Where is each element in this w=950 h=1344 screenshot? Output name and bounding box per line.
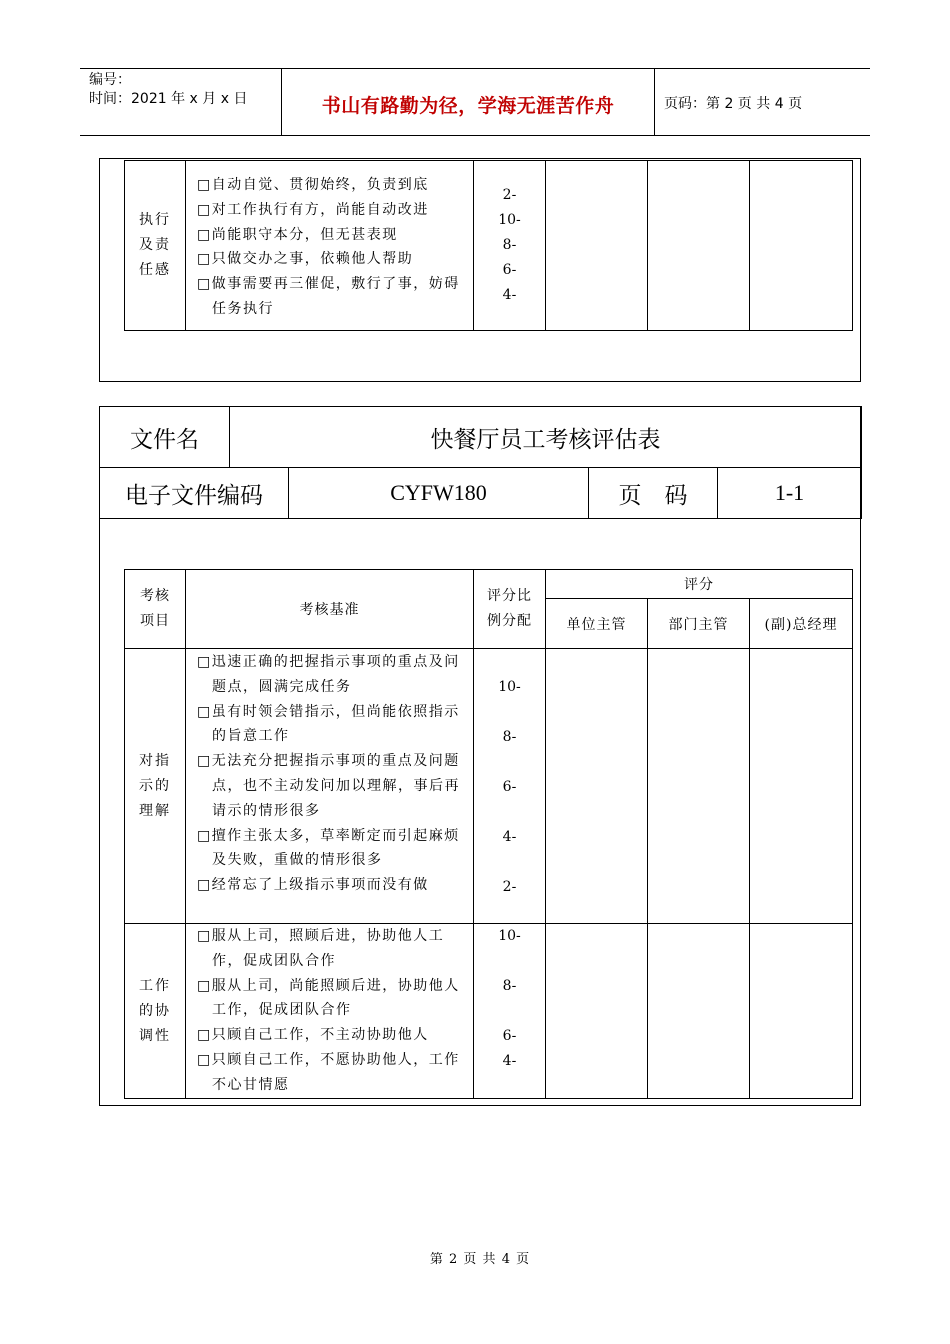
score-cell-unit[interactable] — [546, 649, 648, 924]
score-scale-responsibility — [474, 161, 546, 331]
col-header-unit-supervisor: 单位主管 — [546, 599, 648, 649]
criteria-list-instruction — [186, 649, 474, 924]
score-value: 10- — [498, 928, 521, 944]
item-label-responsibility: 执行及责任感 — [125, 161, 186, 331]
col-header-criteria: 考核基准 — [186, 570, 474, 649]
evaluation-table — [124, 569, 853, 1099]
header-number-label: 编号： — [89, 72, 131, 88]
score-value: 8- — [502, 978, 517, 994]
item-label-instruction: 对指示的理解 — [125, 649, 186, 924]
score-value: 6- — [502, 1028, 517, 1044]
header-motto: 书山有路勤为径，学海无涯苦作舟 — [321, 95, 615, 117]
table-row — [125, 161, 853, 331]
file-code-row — [99, 467, 862, 519]
col-header-score: 评分 — [546, 570, 853, 599]
page-number-value: 1-1 — [718, 468, 862, 519]
score-cell-unit[interactable] — [546, 924, 648, 1099]
criteria-item: □服从上司，尚能照顾后进，协助他人工作，促成团队合作 — [197, 977, 460, 1019]
page-footer: 第 2 页 共 4 页 — [429, 1252, 531, 1267]
col-header-item: 考核项目 — [125, 570, 186, 649]
score-value: 4- — [502, 287, 517, 303]
criteria-item: □对工作执行有方，尚能自动改进 — [197, 201, 429, 218]
file-name-row — [99, 406, 862, 468]
score-value: 2- — [502, 879, 517, 895]
score-cell-dept[interactable] — [648, 924, 750, 1099]
header-top-rule — [80, 68, 870, 69]
table-row — [125, 924, 853, 1099]
table-header-row — [125, 570, 853, 599]
score-value: 4- — [502, 829, 517, 845]
criteria-item: □经常忘了上级指示事项而没有做 — [197, 877, 429, 894]
criteria-item: □只顾自己工作，不愿协助他人，工作不心甘情愿 — [197, 1051, 460, 1093]
criteria-item: □虽有时领会错指示，但尚能依照指示的旨意工作 — [197, 703, 460, 745]
page-number-label: 页 码 — [589, 468, 718, 519]
criteria-item: □只做交办之事，依赖他人帮助 — [197, 251, 414, 268]
criteria-list-responsibility — [186, 161, 474, 331]
score-value: 8- — [502, 237, 517, 253]
score-cell-dept[interactable] — [648, 649, 750, 924]
criteria-item: □自动自觉、贯彻始终，负责到底 — [197, 177, 429, 193]
score-cell-dept[interactable] — [648, 161, 750, 331]
score-value: 2- — [502, 187, 517, 203]
score-cell-gm[interactable] — [750, 161, 853, 331]
continued-eval-table — [124, 160, 853, 331]
score-value: 6- — [502, 779, 517, 795]
score-value: 6- — [502, 262, 517, 278]
score-scale-instruction — [474, 649, 546, 924]
header-page-info: 页码：第 2 页 共 4 页 — [664, 96, 803, 112]
header-divider-right — [654, 68, 655, 136]
score-scale-cooperation — [474, 924, 546, 1099]
criteria-item: □无法充分把握指示事项的重点及问题点，也不主动发问加以理解，事后再请示的情形很多 — [197, 753, 460, 819]
criteria-item: □擅作主张太多，草率断定而引起麻烦及失败，重做的情形很多 — [197, 827, 460, 869]
item-label-cooperation: 工作的协调性 — [125, 924, 186, 1099]
file-code-value: CYFW180 — [289, 468, 589, 519]
col-header-dept-supervisor: 部门主管 — [648, 599, 750, 649]
file-name-value: 快餐厅员工考核评估表 — [230, 407, 862, 468]
col-header-ratio: 评分比例分配 — [474, 570, 546, 649]
score-value: 8- — [502, 729, 517, 745]
criteria-item: □尚能职守本分，但无甚表现 — [197, 226, 398, 243]
col-header-general-manager: (副)总经理 — [750, 599, 853, 649]
score-value: 10- — [498, 212, 521, 228]
table-row — [125, 649, 853, 924]
score-value: 4- — [502, 1053, 517, 1069]
criteria-list-cooperation — [186, 924, 474, 1099]
header-bottom-rule — [80, 135, 870, 136]
header-date: 时间：2021 年 x 月 x 日 — [89, 91, 248, 107]
score-cell-gm[interactable] — [750, 649, 853, 924]
criteria-item: □服从上司，照顾后进，协助他人工作，促成团队合作 — [197, 928, 445, 969]
score-cell-unit[interactable] — [546, 161, 648, 331]
file-code-label: 电子文件编码 — [100, 468, 289, 519]
criteria-item: □迅速正确的把握指示事项的重点及问题点，圆满完成任务 — [197, 654, 460, 695]
file-name-label: 文件名 — [100, 407, 230, 468]
score-cell-gm[interactable] — [750, 924, 853, 1099]
criteria-item: □只顾自己工作，不主动协助他人 — [197, 1027, 429, 1044]
criteria-item: □做事需要再三催促，敷行了事，妨碍任务执行 — [197, 276, 460, 317]
score-value: 10- — [498, 679, 521, 695]
